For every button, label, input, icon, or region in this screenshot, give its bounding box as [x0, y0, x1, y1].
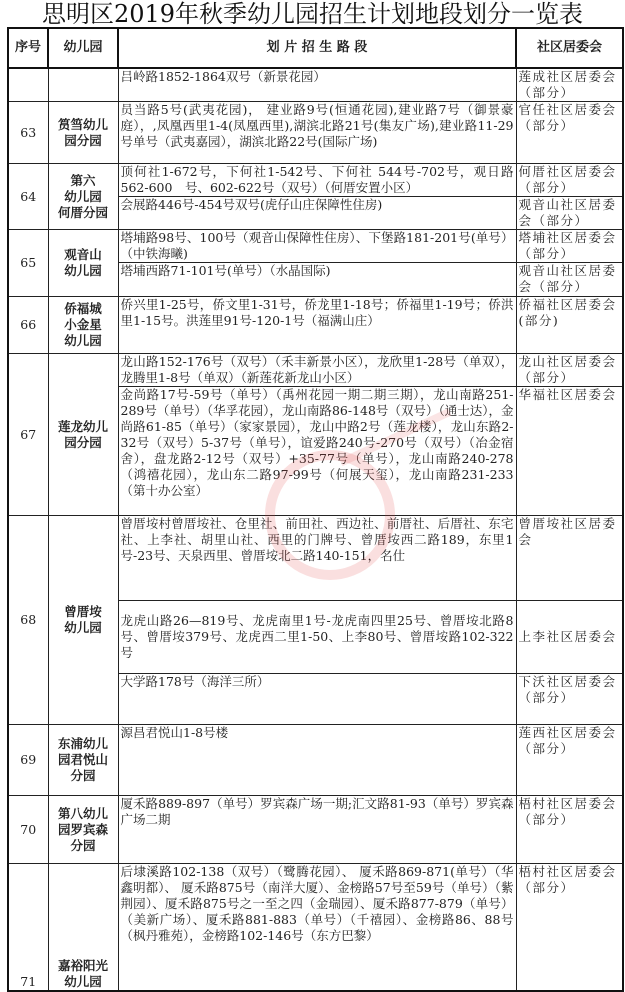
- row-number: 71: [8, 864, 48, 991]
- row-number: [8, 68, 48, 102]
- community-committee: 塔埔社区居委会 （部分）: [516, 230, 623, 263]
- route-segment: 龙虎山路26—819号、龙虎南里1号-龙虎南四里25号、曾厝垵北路8号、曾厝垵379号、龙虎西二里1-50、上李80号、曾厝垵路102-322号: [118, 601, 516, 674]
- row-number: 63: [8, 102, 48, 164]
- community-committee: 莲西社区居委会 （部分）: [516, 725, 623, 796]
- kindergarten-name: 东浦幼儿 园君悦山 分园: [48, 725, 118, 796]
- route-segment: 后埭溪路102-138（双号）（鹭腾花园）、 厦禾路869-871(单号）（华鑫明都）、 厦禾路875号（南洋大厦）、金榜路57号至59号（单号）（紫荆园）、厦禾路875号之一至之四（金瑞园）、厦禾路877-879（单号）（美新广场）、厦禾路881-883（单号）（千禧园）、金榜路86、88号（枫丹雅苑），金榜路102-146号（东方巴黎）: [118, 864, 516, 991]
- route-segment: 塔埔路98号、100号（观音山保障性住房）、下堡路181-201号(单号）（中铁海曦): [118, 230, 516, 263]
- route-segment: 曾厝垵村曾厝垵社、仓里社、前田社、西边社、前厝社、后厝社、东宅社、上李社、胡里山社、西里的门牌号、曾厝垵西二路189，东里1号-23号、天泉西里、曾厝垵北二路140-151，名仕: [118, 516, 516, 601]
- table-row: [8, 230, 623, 263]
- route-segment: 塔埔西路71-101号(单号）（水晶国际): [118, 263, 516, 297]
- table-row: [8, 354, 623, 387]
- row-number: 66: [8, 297, 48, 354]
- community-committee: 侨福社区居委会 (部分): [516, 297, 623, 354]
- route-segment: 侨兴里1-25号，侨文里1-31号，侨龙里1-18号；侨福里1-19号；侨洪里1-15号。洪莲里91号-120-1号（福满山庄）: [118, 297, 516, 354]
- row-number: 65: [8, 230, 48, 297]
- header-routes: 划 片 招 生 路 段: [118, 28, 516, 68]
- kindergarten-name: 嘉裕阳光 幼儿园: [48, 864, 118, 991]
- enrollment-table: [7, 27, 624, 992]
- community-committee: 观音山社区居委会（部分）: [516, 263, 623, 297]
- community-committee: 上李社区居委会: [516, 601, 623, 674]
- community-committee: 何厝社区居委会 （部分）: [516, 164, 623, 197]
- table-row: [8, 516, 623, 601]
- table-row: [8, 297, 623, 354]
- table-row: [8, 725, 623, 796]
- kindergarten-name: 莲龙幼儿 园分园: [48, 354, 118, 516]
- kindergarten-name: 第六 幼儿园 何厝分园: [48, 164, 118, 230]
- route-segment: 会展路446号-454号双号(虎仔山庄保障性住房): [118, 197, 516, 230]
- header-kindergarten: 幼儿园: [48, 28, 118, 68]
- community-committee: 官任社区居委会 （部分）: [516, 102, 623, 164]
- route-segment: 金尚路17号-59号（单号）（禹州花园一期二期三期），龙山南路251-289号（单号）（华孚花园），龙山南路86-148号（双号）（通士达），金尚路61-85（单号）（家家景园），龙山中路2号（莲龙楼），龙山东路2-32号（双号）5-37号（单号），谊爱路240号-270号（双号）（冶金宿舍），盘龙路2-12号（双号）+35-77号（单号），龙山南路240-278（鸿禧花园），龙山东二路97-99号（何展天玺），龙山南路231-233（第十办公室）: [118, 387, 516, 516]
- community-committee: 下沃社区居委会 （部分）: [516, 674, 623, 725]
- table-row: [8, 68, 623, 102]
- kindergarten-name: 曾厝垵 幼儿园: [48, 516, 118, 725]
- kindergarten-name: 观音山 幼儿园: [48, 230, 118, 297]
- community-committee: 莲成社区居委会 （部分）: [516, 68, 623, 102]
- route-segment: 员当路5号(武夷花园)， 建业路9号(恒通花园),建业路7号（御景豪庭），,凤凰西里1-4(凤凰西里),湖滨北路21号(集友广场),建业路11-29号单号（武夷嘉园），湖滨北路22号(国际广场): [118, 102, 516, 164]
- community-committee: 观音山社区居委会（部分）: [516, 197, 623, 230]
- kindergarten-name: 侨福城 小金星 幼儿园: [48, 297, 118, 354]
- community-committee: 梧村社区居委会 （部分）: [516, 864, 623, 991]
- row-number: 67: [8, 354, 48, 516]
- route-segment: 顶何社1-672号，下何社1-542号、下何社 544号-702号，观日路562-600 号、602-622号（双号）（何厝安置小区）: [118, 164, 516, 197]
- header-committee: 社区居委会: [516, 28, 623, 68]
- kindergarten-name: 筼筜幼儿 园分园: [48, 102, 118, 164]
- community-committee: 曾厝垵社区居委会: [516, 516, 623, 601]
- table-row: [8, 864, 623, 991]
- row-number: 68: [8, 516, 48, 725]
- table-row: [8, 102, 623, 164]
- route-segment: 大学路178号（海洋三所）: [118, 674, 516, 725]
- row-number: 69: [8, 725, 48, 796]
- header-num: 序号: [8, 28, 48, 68]
- table-row: [8, 796, 623, 864]
- community-committee: 龙山社区居委会 （部分）: [516, 354, 623, 387]
- kindergarten-name: 第八幼儿 园罗宾森 分园: [48, 796, 118, 864]
- page-title: 思明区2019年秋季幼儿园招生计划地段划分一览表: [41, 0, 584, 28]
- route-segment: 龙山路152-176号（双号）（禾丰新景小区），龙欣里1-28号（单双），龙腾里1-8号（单双）（新莲花新龙山小区）: [118, 354, 516, 387]
- kindergarten-name: [48, 68, 118, 102]
- route-segment: 吕岭路1852-1864双号（新景花园）: [118, 68, 516, 102]
- table-header-row: [8, 28, 623, 68]
- table-row: [8, 164, 623, 197]
- route-segment: 源昌君悦山1-8号楼: [118, 725, 516, 796]
- row-number: 64: [8, 164, 48, 230]
- route-segment: 厦禾路889-897（单号）罗宾森广场一期;汇文路81-93（单号）罗宾森广场二期: [118, 796, 516, 864]
- community-committee: 华福社区居委会: [516, 387, 623, 516]
- row-number: 70: [8, 796, 48, 864]
- community-committee: 梧村社区居委会 （部分）: [516, 796, 623, 864]
